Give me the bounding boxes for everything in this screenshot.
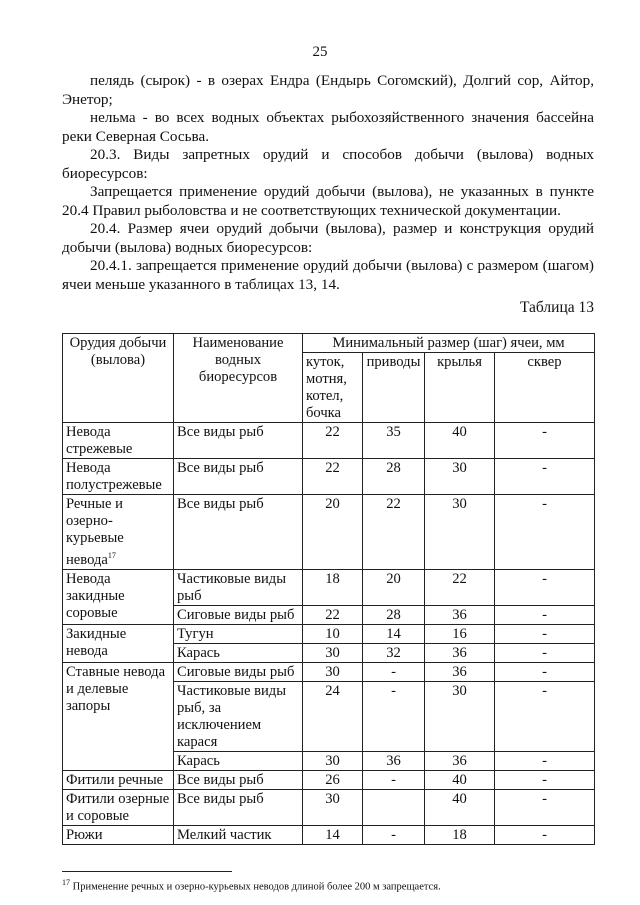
tool-cell: Фитили озерные и соровые	[63, 789, 174, 825]
species-cell: Все виды рыб	[174, 459, 303, 495]
mesh-value-cell: 22	[303, 605, 363, 624]
mesh-value-cell: 30	[425, 459, 495, 495]
mesh-value-cell: -	[495, 643, 595, 662]
tool-cell: Невода полустрежевые	[63, 459, 174, 495]
header-krylya: крылья	[425, 353, 495, 423]
mesh-value-cell: 18	[303, 569, 363, 605]
tool-cell: Невода стрежевые	[63, 423, 174, 459]
paragraph: нельма - во всех водных объектах рыбохозяйственного значения бассейна реки Северная Сосьва.	[62, 109, 594, 145]
tool-cell: Фитили речные	[63, 770, 174, 789]
paragraph: 20.4. Размер ячеи орудий добычи (вылова), размер и конструкция орудий добычи (вылова) водных биоресурсов:	[62, 220, 594, 256]
mesh-value-cell: 22	[303, 459, 363, 495]
header-kutok: куток, мотня, котел, бочка	[303, 353, 363, 423]
table-row	[63, 459, 595, 495]
header-tool: Орудия добычи (вылова)	[63, 334, 174, 423]
species-cell: Все виды рыб	[174, 789, 303, 825]
mesh-value-cell: 36	[425, 662, 495, 681]
mesh-value-cell: 24	[303, 681, 363, 751]
mesh-value-cell: 40	[425, 789, 495, 825]
footnote-text: Применение речных и озерно-курьевых неводов длиной более 200 м запрещается.	[72, 881, 441, 893]
table-body	[63, 423, 595, 845]
tool-cell: Закидные невода	[63, 624, 174, 662]
mesh-value-cell: 16	[425, 624, 495, 643]
table-caption: Таблица 13	[519, 299, 594, 316]
paragraph: Запрещается применение орудий добычи (вылова), не указанных в пункте 20.4 Правил рыболовства и не соответствующих технической документации.	[62, 183, 594, 219]
mesh-value-cell: 22	[363, 495, 425, 570]
mesh-value-cell: 30	[303, 789, 363, 825]
species-cell: Все виды рыб	[174, 770, 303, 789]
species-cell: Сиговые виды рыб	[174, 605, 303, 624]
table-row	[63, 423, 595, 459]
footnote-divider	[62, 871, 232, 872]
mesh-value-cell: 22	[425, 569, 495, 605]
mesh-value-cell: 20	[303, 495, 363, 570]
mesh-value-cell: 30	[303, 643, 363, 662]
footnote-mark: 17	[62, 878, 70, 887]
mesh-value-cell: 28	[363, 459, 425, 495]
mesh-value-cell: -	[495, 662, 595, 681]
mesh-value-cell: 18	[425, 825, 495, 844]
mesh-value-cell: -	[495, 624, 595, 643]
mesh-value-cell: -	[495, 770, 595, 789]
mesh-value-cell: 20	[363, 569, 425, 605]
header-skver: сквер	[495, 353, 595, 423]
mesh-value-cell: 35	[363, 423, 425, 459]
paragraph: пелядь (сырок) - в озерах Ендра (Ендырь Согомский), Долгий сор, Айтор, Энетор;	[62, 72, 594, 108]
mesh-value-cell: -	[363, 770, 425, 789]
header-species: Наименование водных биоресурсов	[174, 334, 303, 423]
mesh-value-cell: -	[495, 789, 595, 825]
mesh-value-cell: -	[495, 459, 595, 495]
mesh-value-cell: 10	[303, 624, 363, 643]
header-privody: приводы	[363, 353, 425, 423]
species-cell: Сиговые виды рыб	[174, 662, 303, 681]
table-row	[63, 495, 595, 570]
header-min-mesh: Минимальный размер (шаг) ячеи, мм	[303, 334, 595, 353]
table-row	[63, 569, 595, 605]
mesh-value-cell: -	[363, 825, 425, 844]
species-cell: Все виды рыб	[174, 495, 303, 570]
mesh-value-cell: 36	[425, 751, 495, 770]
mesh-size-table	[62, 333, 595, 845]
table-row	[63, 825, 595, 844]
tool-cell: Ставные невода и делевые запоры	[63, 662, 174, 770]
paragraph: 20.3. Виды запретных орудий и способов добычи (вылова) водных биоресурсов:	[62, 146, 594, 182]
mesh-value-cell: -	[495, 825, 595, 844]
mesh-value-cell: 36	[425, 605, 495, 624]
mesh-value-cell: 30	[303, 662, 363, 681]
mesh-value-cell: 36	[363, 751, 425, 770]
mesh-value-cell: -	[363, 662, 425, 681]
mesh-value-cell: 30	[303, 751, 363, 770]
mesh-value-cell: 36	[425, 643, 495, 662]
mesh-value-cell: -	[495, 423, 595, 459]
tool-cell: Речные и озерно-курьевые невода$^{17}$	[63, 495, 174, 570]
mesh-value-cell: -	[495, 495, 595, 570]
species-cell: Карась	[174, 751, 303, 770]
page-number: 25	[312, 44, 328, 60]
mesh-value-cell: 14	[363, 624, 425, 643]
mesh-value-cell: 32	[363, 643, 425, 662]
mesh-value-cell: 30	[425, 681, 495, 751]
tool-cell: Рюжи	[63, 825, 174, 844]
mesh-value-cell: -	[495, 605, 595, 624]
mesh-value-cell: 40	[425, 770, 495, 789]
footnote	[62, 878, 441, 893]
mesh-value-cell: -	[495, 569, 595, 605]
mesh-value-cell: 30	[425, 495, 495, 570]
tool-cell: Невода закидные соровые	[63, 569, 174, 624]
species-cell: Частиковые виды рыб, за исключением карася	[174, 681, 303, 751]
species-cell: Частиковые виды рыб	[174, 569, 303, 605]
mesh-value-cell: 22	[303, 423, 363, 459]
species-cell: Мелкий частик	[174, 825, 303, 844]
mesh-value-cell: -	[495, 681, 595, 751]
species-cell: Тугун	[174, 624, 303, 643]
table-row	[63, 770, 595, 789]
species-cell: Карась	[174, 643, 303, 662]
mesh-value-cell: 28	[363, 605, 425, 624]
mesh-value-cell: 26	[303, 770, 363, 789]
mesh-value-cell: 40	[425, 423, 495, 459]
mesh-value-cell	[363, 789, 425, 825]
mesh-value-cell: -	[495, 751, 595, 770]
species-cell: Все виды рыб	[174, 423, 303, 459]
paragraph: 20.4.1. запрещается применение орудий добычи (вылова) с размером (шагом) ячеи меньше указанного в таблицах 13, 14.	[62, 257, 594, 293]
table-row	[63, 624, 595, 643]
mesh-value-cell: -	[363, 681, 425, 751]
table-row	[63, 662, 595, 681]
mesh-value-cell: 14	[303, 825, 363, 844]
table-row	[63, 789, 595, 825]
